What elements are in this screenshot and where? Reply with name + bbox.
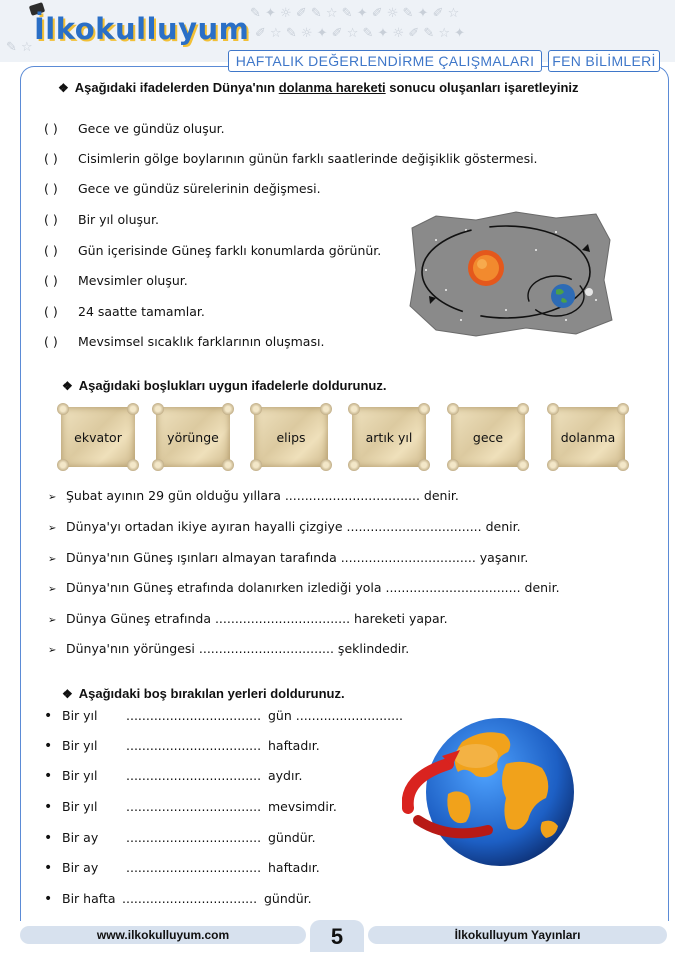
word-label: elips — [276, 429, 306, 445]
bullet-dot-icon: • — [44, 860, 53, 876]
underlined-term: dolanma hareketi — [278, 80, 386, 95]
bullet-dot-icon: • — [44, 768, 53, 784]
list-item: ( ) Bir yıl oluşur. — [44, 212, 159, 227]
list-item: ( ) Mevsimsel sıcaklık farklarının oluşması. — [44, 334, 325, 349]
checkbox-paren[interactable]: ( ) — [44, 243, 58, 258]
page-number: 5 — [310, 920, 364, 952]
word-label: ekvator — [74, 429, 122, 445]
fill-item: • Bir ay .................................. haftadır. — [44, 860, 320, 876]
list-item: ( ) Cisimlerin gölge boylarının günün farklı saatlerinde değişiklik göstermesi. — [44, 151, 538, 166]
checkbox-paren[interactable]: ( ) — [44, 212, 58, 227]
footer-publisher: İlkokulluyum Yayınları — [368, 926, 667, 944]
fill-sentence: ➢ Dünya'nın Güneş etrafında dolanırken izlediği yola .................................. denir. — [48, 580, 560, 595]
word-scroll — [152, 403, 234, 471]
bullet-dot-icon: • — [44, 830, 53, 846]
fill-sentence: ➢ Dünya Güneş etrafında .................................. hareketi yapar. — [48, 611, 448, 626]
list-item: ( ) Gece ve gündüz oluşur. — [44, 121, 225, 136]
fill-sentence: ➢ Şubat ayının 29 gün olduğu yıllara .................................. denir. — [48, 488, 459, 503]
diamond-bullet-icon: ❖ — [58, 81, 69, 95]
fill-item: • Bir yıl .................................. aydır. — [44, 768, 303, 784]
globe-illustration — [402, 712, 580, 872]
fill-item: • Bir hafta .................................. gündür. — [44, 891, 312, 907]
word-label: gece — [472, 429, 504, 445]
fill-item: • Bir yıl .................................. haftadır. — [44, 738, 320, 754]
fill-item: • Bir yıl .................................. gün ........................... — [44, 708, 404, 724]
word-label: artık yıl — [365, 429, 413, 445]
list-item: ( ) Gece ve gündüz sürelerinin değişmesi. — [44, 181, 321, 196]
doodle-icon: ✎ ✦ ☼ ✐ ✎ ☆ ✎ ✦ ✐ ☼ ✎ ✦ ✐ ☆ — [250, 6, 460, 21]
fill-item: • Bir yıl .................................. mevsimdir. — [44, 799, 337, 815]
diamond-bullet-icon: ❖ — [62, 687, 73, 701]
worksheet-title: HAFTALIK DEĞERLENDİRME ÇALIŞMALARI — [228, 50, 542, 72]
word-label: dolanma — [560, 429, 616, 445]
bullet-dot-icon: • — [44, 738, 53, 754]
fill-item: • Bir ay .................................. gündür. — [44, 830, 316, 846]
bullet-dot-icon: • — [44, 891, 53, 907]
fill-sentence: ➢ Dünya'nın Güneş ışınları almayan tarafında .................................. yaşanır. — [48, 550, 529, 565]
fill-sentence: ➢ Dünya'yı ortadan ikiye ayıran hayalli çizgiye .................................. denir. — [48, 519, 521, 534]
checkbox-paren[interactable]: ( ) — [44, 151, 58, 166]
word-label: yörünge — [167, 429, 219, 445]
word-scroll — [250, 403, 332, 471]
bullet-dot-icon: • — [44, 799, 53, 815]
arrow-bullet-icon: ➢ — [48, 523, 57, 534]
checkbox-paren[interactable]: ( ) — [44, 273, 58, 288]
word-scroll — [447, 403, 529, 471]
list-item: ( ) 24 saatte tamamlar. — [44, 304, 205, 319]
arrow-bullet-icon: ➢ — [48, 615, 57, 626]
arrow-bullet-icon: ➢ — [48, 645, 57, 656]
brand-logo: İlkokulluyum — [34, 12, 250, 46]
list-item: ( ) Gün içerisinde Güneş farklı konumlarda görünür. — [44, 243, 382, 258]
doodle-icon: ✎ ☆ — [6, 40, 33, 55]
arrow-bullet-icon: ➢ — [48, 584, 57, 595]
word-scroll — [547, 403, 629, 471]
checkbox-paren[interactable]: ( ) — [44, 121, 58, 136]
arrow-bullet-icon: ➢ — [48, 554, 57, 565]
section2-title: ❖ Aşağıdaki boşlukları uygun ifadelerle doldurunuz. — [62, 378, 387, 393]
bullet-dot-icon: • — [44, 708, 53, 724]
footer-website[interactable]: www.ilkokulluyum.com — [20, 926, 306, 944]
doodle-icon: ✦ ✐ ☆ ✎ ☼ ✦ ✐ ☆ ✎ ✦ ☼ ✐ ✎ ☆ ✦ — [240, 26, 466, 41]
checkbox-paren[interactable]: ( ) — [44, 334, 58, 349]
section3-title: ❖ Aşağıdaki boş bırakılan yerleri doldurunuz. — [62, 686, 345, 701]
diamond-bullet-icon: ❖ — [62, 379, 73, 393]
word-scroll — [348, 403, 430, 471]
list-item: ( ) Mevsimler oluşur. — [44, 273, 188, 288]
checkbox-paren[interactable]: ( ) — [44, 304, 58, 319]
word-scroll — [57, 403, 139, 471]
fill-sentence: ➢ Dünya'nın yörüngesi .................................. şeklindedir. — [48, 641, 410, 656]
sun-orbit-illustration — [406, 210, 614, 338]
arrow-bullet-icon: ➢ — [48, 492, 57, 503]
section1-title: ❖ Aşağıdaki ifadelerden Dünya'nın dolanma hareketi sonucu oluşanları işaretleyiniz — [58, 80, 579, 95]
subject-label: FEN BİLİMLERİ — [548, 50, 660, 72]
checkbox-paren[interactable]: ( ) — [44, 181, 58, 196]
